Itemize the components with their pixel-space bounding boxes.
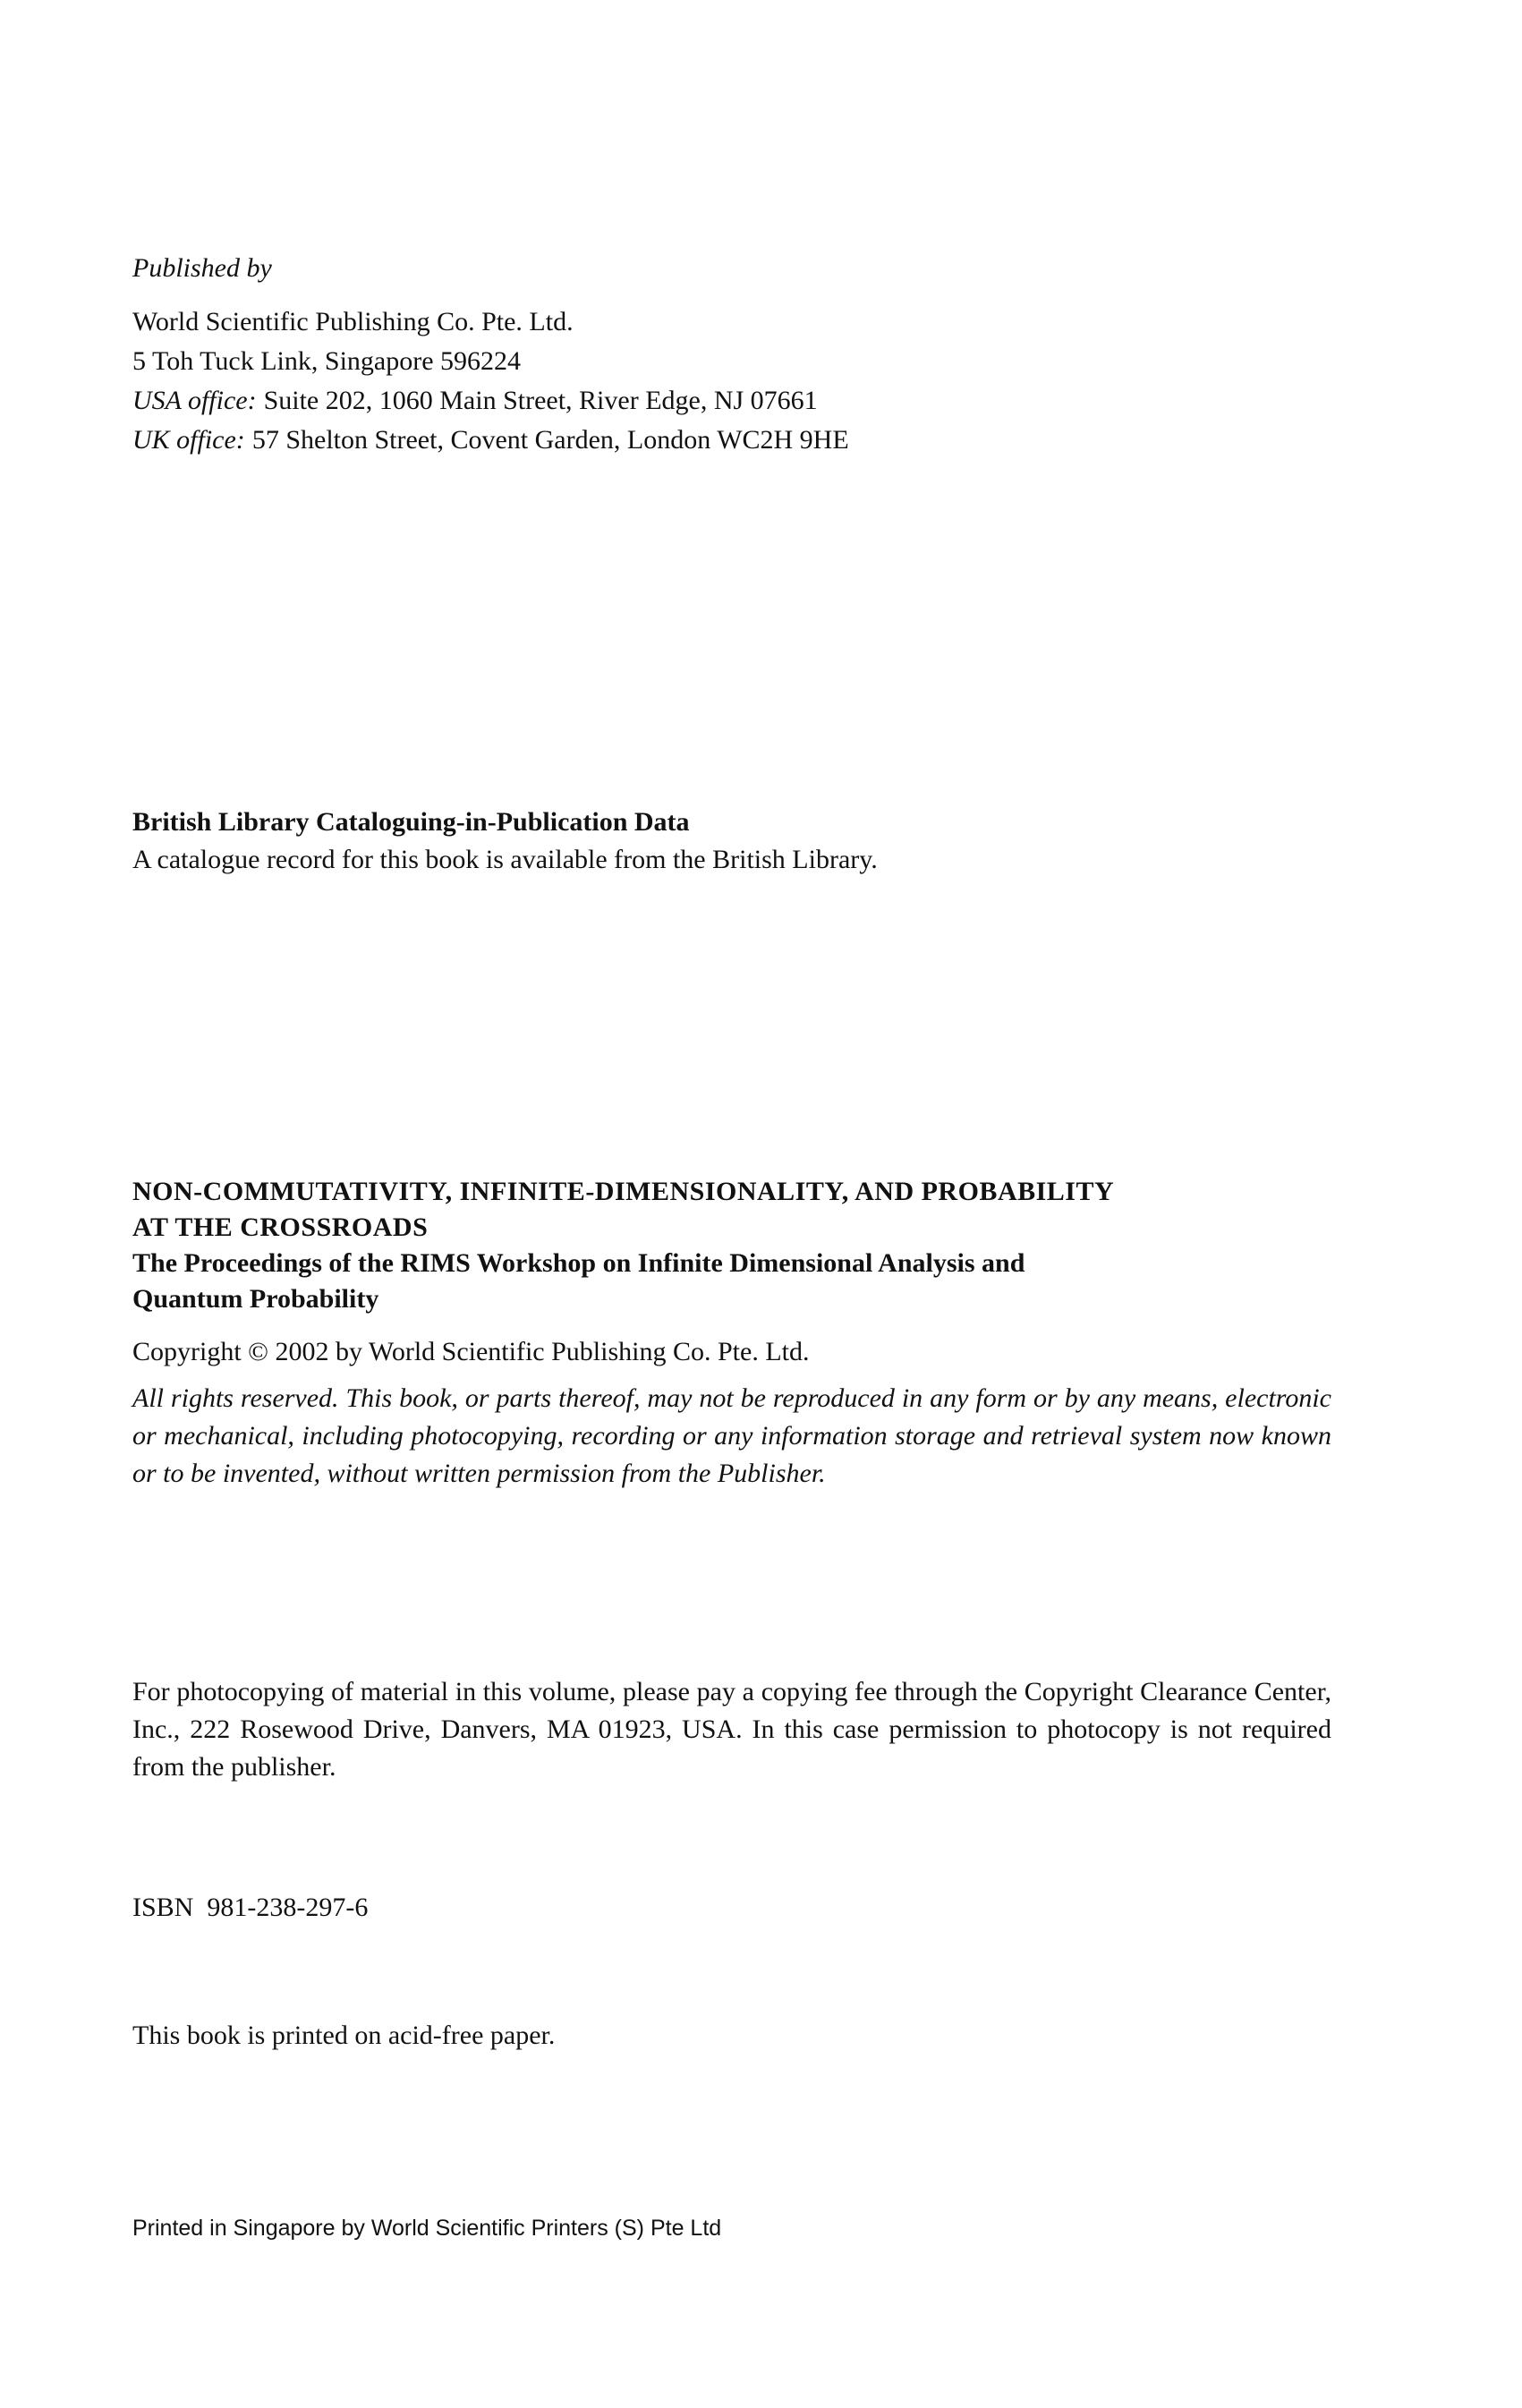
copyright-notice: Copyright © 2002 by World Scientific Publishing Co. Pte. Ltd.: [132, 1337, 810, 1366]
photocopy-notice: For photocopying of material in this volume, please pay a copying fee through the Copyright Clearance Center, Inc., 222 Rosewood Drive, Danvers, MA 01923, USA. In this case permission to photocopy is not required from the publisher.: [132, 1677, 1331, 1782]
copyright-info: [132, 1333, 1331, 1493]
usa-office: [132, 381, 1331, 421]
book-subtitle-line-1: The Proceedings of the RIMS Workshop on Infinite Dimensional Analysis and: [132, 1248, 1025, 1278]
book-title-line-2: AT THE CROSSROADS: [132, 1213, 429, 1242]
uk-office-label: UK office:: [132, 425, 245, 455]
isbn: [132, 1888, 1331, 1927]
cip-heading: British Library Cataloguing-in-Publication Data: [132, 807, 690, 837]
printer-info: [132, 2212, 1331, 2244]
published-by-label: Published by: [132, 253, 272, 283]
acid-free-text: This book is printed on acid-free paper.: [132, 2021, 556, 2050]
uk-office: [132, 421, 1331, 460]
isbn-text: ISBN 981-238-297-6: [132, 1893, 369, 1922]
uk-office-address: 57 Shelton Street, Covent Garden, London WC2H 9HE: [251, 425, 849, 455]
printer-text: Printed in Singapore by World Scientific Printers (S) Pte Ltd: [132, 2216, 722, 2241]
book-title-block: [132, 1174, 1331, 1317]
cip-data: [132, 804, 1331, 879]
publisher-info: [132, 249, 1331, 460]
acid-free-notice: [132, 2016, 1331, 2055]
cip-text: A catalogue record for this book is available from the British Library.: [132, 845, 878, 874]
publisher-address: 5 Toh Tuck Link, Singapore 596224: [132, 346, 522, 376]
book-title-line-1: NON-COMMUTATIVITY, INFINITE-DIMENSIONALITY, AND PROBABILITY: [132, 1177, 1115, 1206]
usa-office-label: USA office:: [132, 386, 257, 415]
rights-statement: All rights reserved. This book, or parts thereof, may not be reproduced in any form or by any means, electronic or mechanical, including photocopying, recording or any information storage and retrieval system now known or to be invented, without written permission from the Publisher.: [132, 1383, 1331, 1488]
publisher-name: World Scientific Publishing Co. Pte. Ltd.: [132, 307, 574, 336]
usa-office-address: Suite 202, 1060 Main Street, River Edge, NJ 07661: [263, 386, 818, 415]
book-subtitle-line-2: Quantum Probability: [132, 1284, 379, 1314]
